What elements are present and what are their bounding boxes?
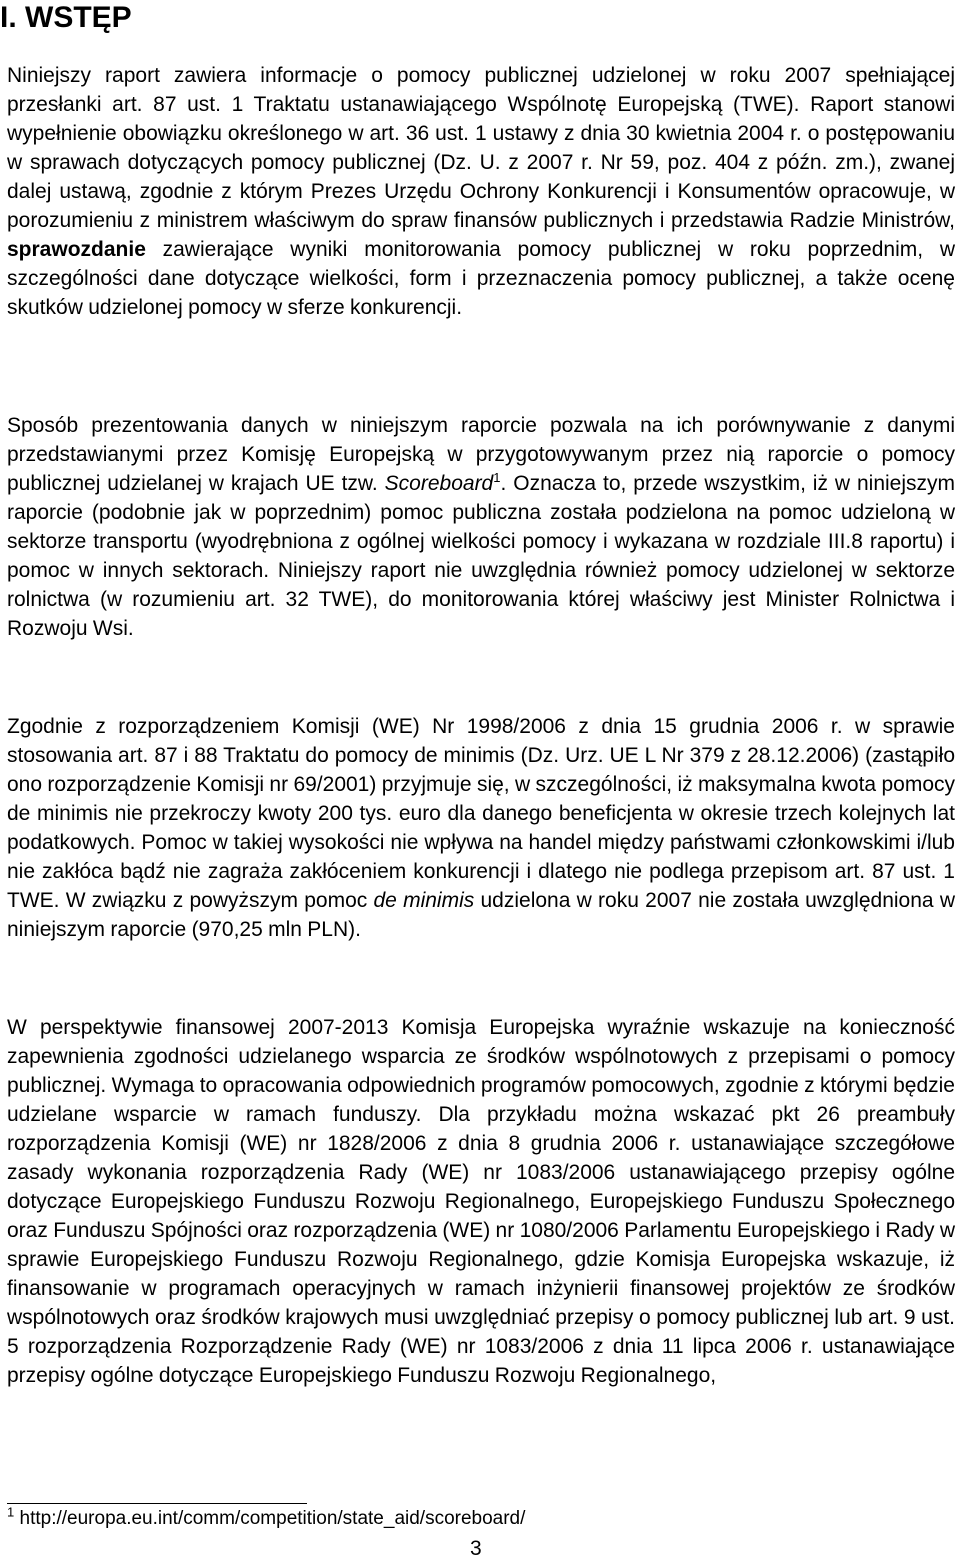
- scoreboard-term: Scoreboard: [384, 472, 494, 495]
- paragraph-intro-text-a: Niniejszy raport zawiera informacje o pomocy publicznej udzielonej w roku 2007 spełniającej przesłanki art. 87 ust. 1 Traktatu ustanawiającego Wspólnotę Europejską (TWE). Raport stanowi wypełnienie obowiązku określonego w art. 36 ust. 1 ustawy z dnia 30 kwietnia 2004 r. o postępowaniu w sprawach dotyczących pomocy publicznej (Dz. U. z 2007 r. Nr 59, poz. 404 z późn. zm.), zwanej dalej ustawą, zgodnie z którym Prezes Urzędu Ochrony Konkurencji i Konsumentów opracowuje, w porozumieniu z ministrem właściwym do spraw finansów publicznych i przedstawia Radzie Ministrów,: [7, 64, 955, 232]
- paragraph-de-minimis: [7, 712, 955, 944]
- footnote-number: 1: [7, 1504, 15, 1520]
- paragraph-intro-text-b: zawierające wyniki monitorowania pomocy publicznej w roku poprzednim, w szczególności dane dotyczące wielkości, form i przeznaczenia pomocy publicznej, a także ocenę skutków udzielonej pomocy w sferze konkurencji.: [7, 238, 955, 319]
- paragraph-scoreboard-text-a: Sposób prezentowania danych w niniejszym raporcie pozwala na ich porównywanie z danymi przedstawianymi przez Komisję Europejską w przygotowywanym przez nią raporcie o pomocy publicznej udzielanej w krajach UE tzw.: [7, 414, 955, 495]
- paragraph-scoreboard-text-b: . Oznacza to, przede wszystkim, iż w niniejszym raporcie (podobnie jak w poprzednim) pomoc publiczna została podzielona na pomoc udzieloną w sektorze transportu (wyodrębniona z ogólnej wielkości pomocy i wykazana w rozdziale III.8 raportu) i pomoc w innych sektorach. Niniejszy raport nie uwzględnia również pomocy udzielonej w sektorze rolnictwa (w rozumieniu art. 32 TWE), do monitorowania której właściwy jest Minister Rolnictwa i Rozwoju Wsi.: [7, 472, 955, 640]
- paragraph-intro-bold: sprawozdanie: [7, 238, 146, 261]
- footnote: [7, 1504, 526, 1531]
- section-heading: I. WSTĘP: [0, 1, 132, 34]
- page-number: 3: [470, 1537, 482, 1560]
- paragraph-financial-perspective: W perspektywie finansowej 2007-2013 Komisja Europejska wyraźnie wskazuje na konieczność zapewnienia zgodności udzielanego wsparcia ze środków wspólnotowych z przepisami o pomocy publicznej. Wymaga to opracowania odpowiednich programów pomocowych, zgodnie z którymi będzie udzielane wsparcie w ramach funduszy. Dla przykładu można wskazać pkt 26 preambuły rozporządzenia Komisji (WE) nr 1828/2006 z dnia 8 grudnia 2006 r. ustanawiające szczegółowe zasady wykonania rozporządzenia Rady (WE) nr 1083/2006 ustanawiającego przepisy ogólne dotyczące Europejskiego Funduszu Rozwoju Regionalnego, Europejskiego Funduszu Społecznego oraz Funduszu Spójności oraz rozporządzenia (WE) nr 1080/2006 Parlamentu Europejskiego i Rady w sprawie Europejskiego Funduszu Rozwoju Regionalnego, gdzie Komisja Europejska wskazuje, iż finansowanie w programach operacyjnych w ramach inżynierii finansowej projektów ze środków wspólnotowych oraz środków krajowych musi uwzględniać przepisy o pomocy publicznej lub art. 9 ust. 5 rozporządzenia Rozporządzenie Rady (WE) nr 1083/2006 z dnia 11 lipca 2006 r. ustanawiające przepisy ogólne dotyczące Europejskiego Funduszu Rozwoju Regionalnego,: [7, 1016, 955, 1387]
- paragraph-intro: [7, 61, 955, 322]
- paragraph-scoreboard: [7, 411, 955, 643]
- de-minimis-term: de minimis: [373, 889, 475, 912]
- paragraph-de-minimis-text-a: Zgodnie z rozporządzeniem Komisji (WE) Nr 1998/2006 z dnia 15 grudnia 2006 r. w sprawie stosowania art. 87 i 88 Traktatu do pomocy de minimis (Dz. Urz. UE L Nr 379 z 28.12.2006) (zastąpiło ono rozporządzenie Komisji nr 69/2001) przyjmuje się, w szczególności, iż maksymalna kwota pomocy de minimis nie przekroczy kwoty 200 tys. euro dla danego beneficjenta w okresie trzech kolejnych lat podatkowych. Pomoc w takiej wysokości nie wpływa na handel między państwami członkowskimi i/lub nie zakłóca bądź nie zagraża zakłóceniem konkurencji i dlatego nie podlega przepisom art. 87 ust. 1 TWE. W związku z powyższym pomoc: [7, 715, 955, 912]
- paragraph-de-minimis-text-b: udzielona w roku 2007 nie została uwzględniona w niniejszym raporcie (970,25 mln PLN).: [7, 889, 955, 941]
- footnote-reference[interactable]: 1: [493, 470, 501, 485]
- footnote-divider: [7, 1503, 307, 1504]
- footnote-link[interactable]: http://europa.eu.int/comm/competition/state_aid/scoreboard/: [14, 1508, 526, 1529]
